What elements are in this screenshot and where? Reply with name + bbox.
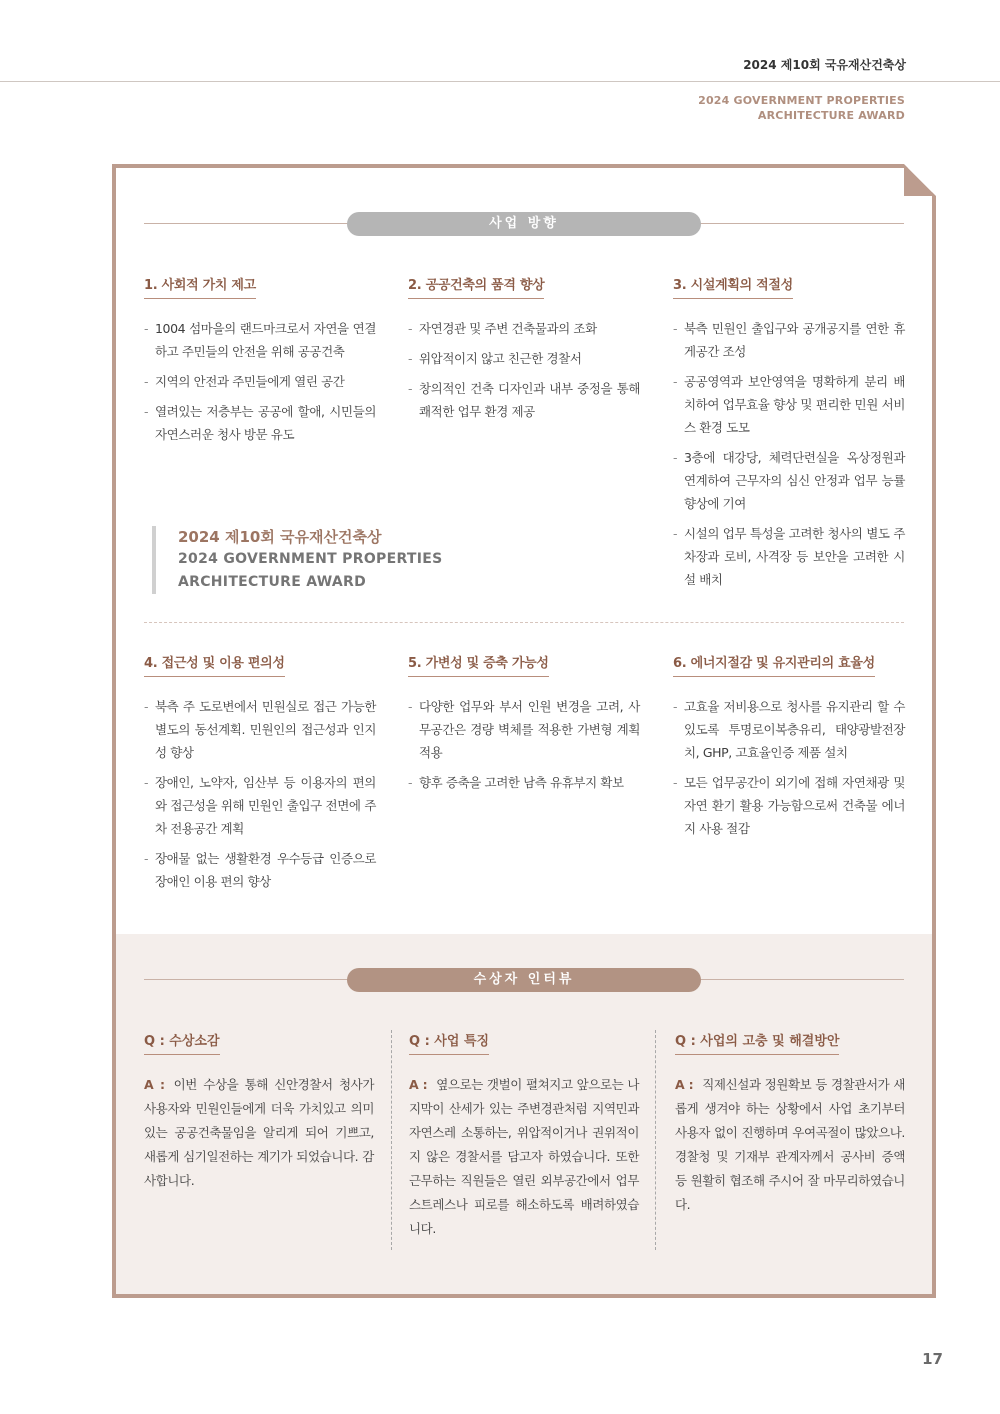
section-title: 1. 사회적 가치 제고 [144,274,256,299]
section-list [408,317,640,423]
question-title: Q : 사업 특징 [409,1030,489,1055]
award-label [152,526,443,594]
column-divider [391,1030,392,1250]
list-item: - 창의적인 건축 디자인과 내부 중정을 통해 쾌적한 업무 환경 제공 [408,377,640,423]
section-title: 4. 접근성 및 이용 편의성 [144,652,285,677]
answer-text [144,1073,374,1193]
list-item: - 장애인, 노약자, 임산부 등 이용자의 편의와 접근성을 위해 민원인 출입구 전면에 주차 전용공간 계획 [144,771,376,840]
award-title-en-line1: 2024 GOVERNMENT PROPERTIES [178,551,443,567]
list-item: - 시설의 업무 특성을 고려한 청사의 별도 주차장과 로비, 사격장 등 보안을 고려한 시설 배치 [673,522,905,591]
header-title-en [698,93,905,123]
list-item: - 북측 주 도로변에서 민원실로 접근 가능한 별도의 동선계획. 민원인의 접근성과 인지성 향상 [144,695,376,764]
qa-item [409,1030,639,1241]
section-divider [144,622,904,623]
award-title-en-line2: ARCHITECTURE AWARD [178,574,366,590]
list-item: - 1004 섬마을의 랜드마크로서 자연을 연결하고 주민들의 안전을 위해 공공건축 [144,317,376,363]
list-item: - 자연경관 및 주변 건축물과의 조화 [408,317,640,340]
answer-body: 직제신설과 정원확보 등 경찰관서가 새롭게 생겨야 하는 상황에서 사업 초기부터 사용자 없이 진행하며 우여곡절이 많았으나. 경찰청 및 기재부 관계자께서 공사비 증액 등 원활히 협조해 주시어 잘 마무리하였습니다. [675,1077,905,1212]
qa-item [675,1030,905,1217]
question-title: Q : 수상소감 [144,1030,220,1055]
section-public-quality [408,274,640,430]
section-list [144,695,376,893]
business-banner: 사업 방향 [347,212,701,236]
answer-prefix: A : [144,1077,165,1092]
section-list [673,317,905,591]
section-title: 3. 시설계획의 적절성 [673,274,793,299]
interview-banner: 수상자 인터뷰 [347,968,701,992]
list-item: - 향후 증축을 고려한 남측 유휴부지 확보 [408,771,640,794]
qa-item [144,1030,374,1193]
section-list [673,695,905,840]
section-list [408,695,640,794]
list-item: - 고효율 저비용으로 청사를 유지관리 할 수 있도록 투명로이복층유리, 태양광발전장치, GHP, 고효율인증 제품 설치 [673,695,905,764]
list-item: - 열려있는 저층부는 공공에 할애, 시민들의 자연스러운 청사 방문 유도 [144,400,376,446]
header-divider [0,81,1000,82]
list-item: - 3층에 대강당, 체력단련실을 옥상정원과 연계하여 근무자의 심신 안정과 업무 능률 향상에 기여 [673,446,905,515]
list-item: - 위압적이지 않고 친근한 경찰서 [408,347,640,370]
section-energy [673,652,905,847]
award-title-kr: 2024 제10회 국유재산건축상 [178,528,382,546]
section-title: 6. 에너지절감 및 유지관리의 효율성 [673,652,875,677]
list-item: - 모든 업무공간이 외기에 접해 자연채광 및 자연 환기 활용 가능함으로써 건축물 에너지 사용 절감 [673,771,905,840]
list-item: - 장애물 없는 생활환경 우수등급 인증으로 장애인 이용 편의 향상 [144,847,376,893]
header-title-en-line2: ARCHITECTURE AWARD [757,109,905,122]
page-number: 17 [922,1350,943,1368]
list-item: - 지역의 안전과 주민들에게 열린 공간 [144,370,376,393]
section-social-value [144,274,376,453]
answer-body: 옆으로는 갯벌이 펼쳐지고 앞으로는 나지막이 산세가 있는 주변경관처럼 지역민과 자연스레 소통하는, 위압적이거나 권위적이지 않은 경찰서를 담고자 하였습니다. 또한 근무하는 직원들은 열린 외부공간에서 업무 스트레스나 피로를 해소하도록 배려하였습니다. [409,1077,639,1236]
header-title-kr: 2024 제10회 국유재산건축상 [743,58,906,72]
answer-prefix: A : [409,1077,428,1092]
section-flexibility [408,652,640,801]
section-title: 5. 가변성 및 증축 가능성 [408,652,549,677]
answer-text [409,1073,639,1241]
header-title-en-line1: 2024 GOVERNMENT PROPERTIES [698,94,905,107]
section-list [144,317,376,446]
list-item: - 다양한 업무와 부서 인원 변경을 고려, 사무공간은 경량 벽체를 적용한 가변형 계획 적용 [408,695,640,764]
question-title: Q : 사업의 고충 및 해결방안 [675,1030,839,1055]
section-facility-plan [673,274,905,598]
section-accessibility [144,652,376,900]
answer-text [675,1073,905,1217]
list-item: - 북측 민원인 출입구와 공개공지를 연한 휴게공간 조성 [673,317,905,363]
answer-prefix: A : [675,1077,694,1092]
column-divider [655,1030,656,1250]
answer-body: 이번 수상을 통해 신안경찰서 청사가 사용자와 민원인들에게 더욱 가치있고 의미 있는 공공건축물임을 알리게 되어 기쁘고, 새롭게 심기일전하는 계기가 되었습니다. 감사합니다. [144,1077,374,1188]
section-title: 2. 공공건축의 품격 향상 [408,274,544,299]
list-item: - 공공영역과 보안영역을 명확하게 분리 배치하여 업무효율 향상 및 편리한 민원 서비스 환경 도모 [673,370,905,439]
